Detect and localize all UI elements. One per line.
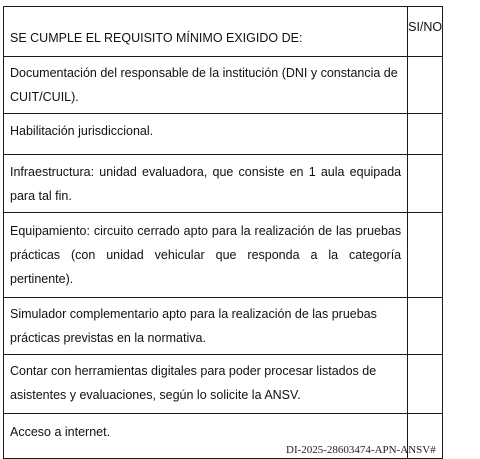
requirement-text: Equipamiento: circuito cerrado apto para la realización de las pruebas prácticas (con unidad vehicular que responda a la categoría pertinente). [4,213,408,298]
si-no-answer-cell[interactable] [408,57,443,114]
table-header-row [4,7,443,57]
requirement-column-header: SE CUMPLE EL REQUISITO MÍNIMO EXIGIDO DE: [4,7,408,57]
si-no-answer-cell[interactable] [408,114,443,155]
si-no-answer-cell[interactable] [408,155,443,213]
table-row [4,114,443,155]
requirement-text: Habilitación jurisdiccional. [4,114,408,155]
requirements-table [3,6,443,459]
table-row [4,213,443,298]
si-no-answer-cell[interactable] [408,213,443,298]
requirement-text: Contar con herramientas digitales para poder procesar listados de asistentes y evaluaciones, según lo solicite la ANSV. [4,355,408,414]
si-no-answer-cell[interactable] [408,355,443,414]
requirement-text: Acceso a internet. [4,414,408,459]
requirement-text: Infraestructura: unidad evaluadora, que consiste en 1 aula equipada para tal fin. [4,155,408,213]
requirement-text: Documentación del responsable de la institución (DNI y constancia de CUIT/CUIL). [4,57,408,114]
table-row [4,355,443,414]
table-row [4,155,443,213]
si-no-answer-cell[interactable] [408,298,443,355]
document-code-footer: DI-2025-28603474-APN-ANSV# [286,444,436,456]
table-row [4,57,443,114]
table-row [4,298,443,355]
requirement-text: Simulador complementario apto para la realización de las pruebas prácticas previstas en la normativa. [4,298,408,355]
si-no-column-header: SI/NO [408,7,443,57]
